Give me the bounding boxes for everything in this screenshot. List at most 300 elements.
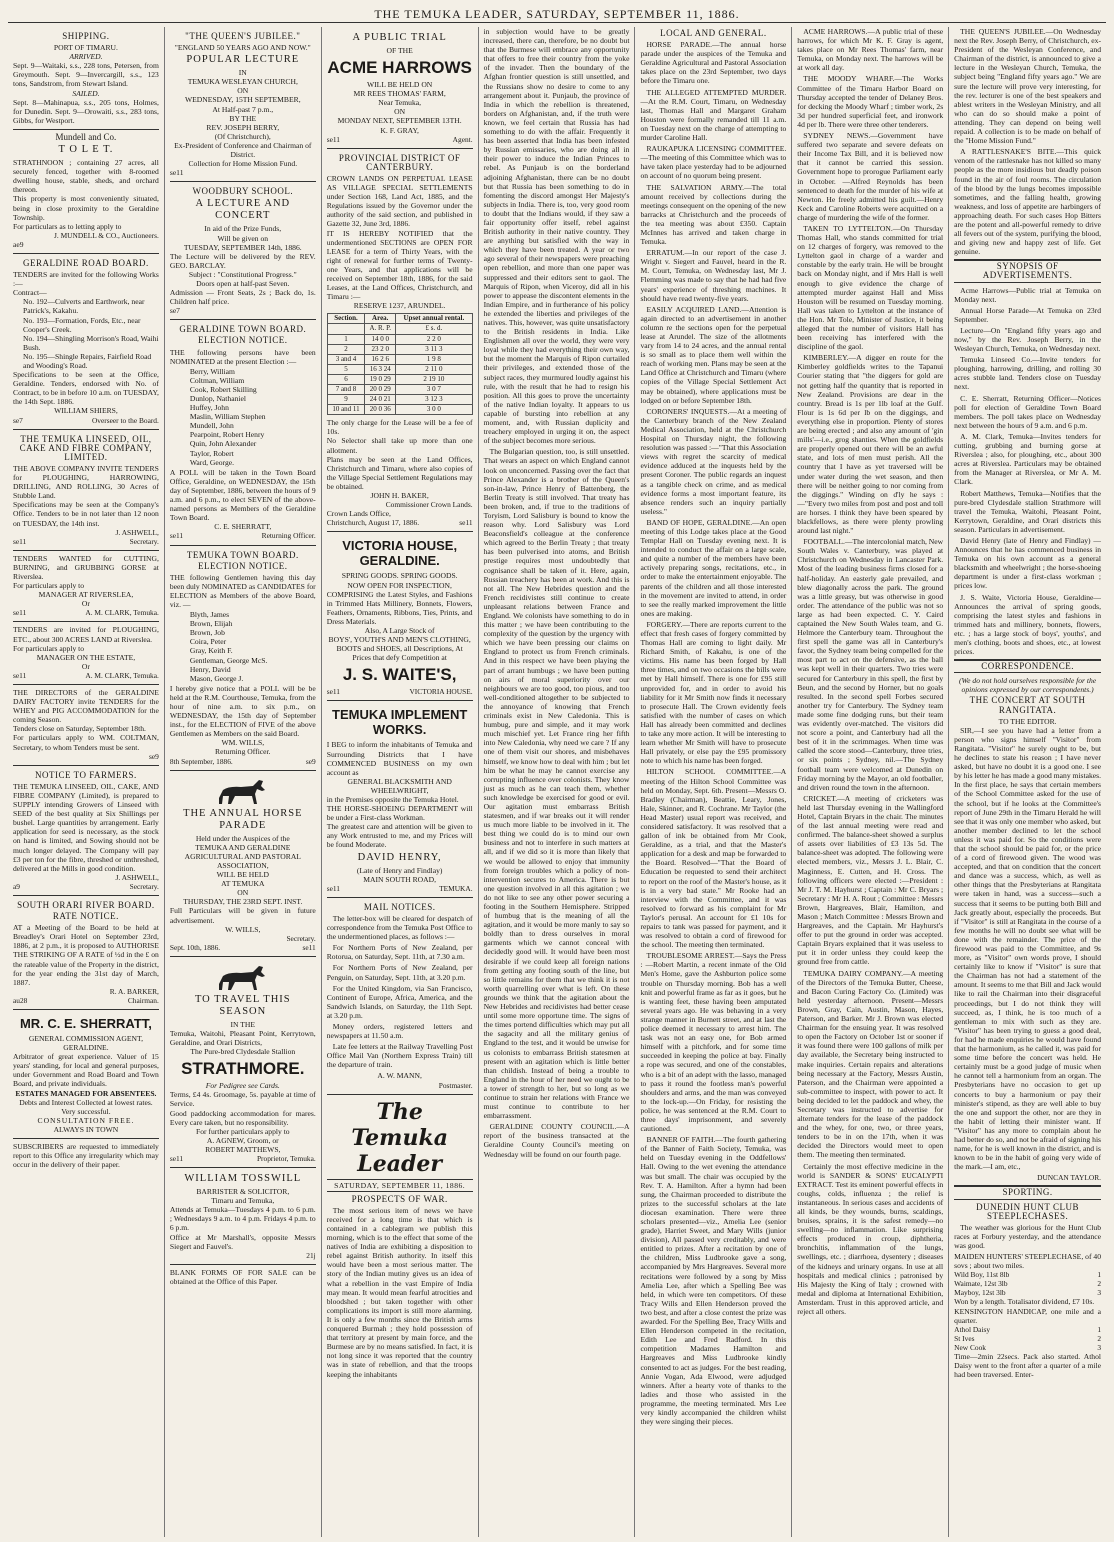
woodbury-subject: Subject : "Constitutional Progress." — [188, 269, 297, 279]
jubilee-who2: (Of Christchurch), — [214, 131, 271, 141]
mundell-body: STRATHNOON ; containing 27 acres, all securely fenced, together with 8-roomed dwelling house, stable, sheds, and orchard thereon. — [13, 158, 159, 195]
sherratt-body3: Debts and Interest Collected at lowest rates. Very successful. — [19, 1097, 153, 1116]
war-article — [327, 1195, 473, 1379]
mail-sig: A. W. MANN, — [377, 1071, 422, 1081]
sherratt-head: GENERAL COMMISSION AGENT, GERALDINE. — [28, 1034, 143, 1053]
horseparade-head: THE ANNUAL HORSE PARADE — [183, 807, 303, 831]
table-cell: 6 — [327, 374, 365, 384]
riverslea-or: Or — [81, 599, 90, 609]
masthead: THE TEMUKA LEADER, SATURDAY, SEPTEMBER 11, 1886. — [8, 6, 1106, 23]
table-cell: 20 0 29 — [365, 385, 396, 395]
subscribers-notice — [13, 1139, 159, 1173]
victoria-also: Also, A Large Stock of — [364, 625, 435, 635]
leader-title: The Temuka Leader — [351, 1098, 448, 1177]
strathmore-pure: The Pure-bred Clydesdale Stallion — [190, 1047, 296, 1057]
placing: 2 — [1097, 1333, 1102, 1343]
woodbury-sub2: Will be given on — [217, 233, 269, 243]
mail-notices — [327, 898, 473, 1095]
sherratt-cons: CONSULTATION FREE. — [37, 1115, 135, 1125]
ttb-ad — [170, 546, 316, 771]
riverslea-mgr: MANAGER AT RIVERSLEA, — [38, 590, 134, 600]
gtb-name: Pearpoint, Robert Henry — [189, 430, 265, 440]
orari-code: au28 — [13, 995, 28, 1005]
gtb-code: se11 — [169, 531, 184, 541]
table-cell: 3 12 3 — [396, 395, 472, 405]
ttb-title: TEMUKA TOWN BOARD. — [186, 549, 299, 560]
gtb-name: Ward, George. — [189, 457, 235, 467]
horse-name: Waimate, 12st 3lb — [954, 1279, 1008, 1289]
horseparade-sig2: Secretary. — [286, 933, 316, 943]
crown-code: se11 — [459, 518, 473, 528]
table-cell: 14 0 0 — [365, 334, 396, 344]
table-cell: 19 0 29 — [365, 374, 396, 384]
table-header: Section. — [327, 314, 365, 324]
table-cell: 9 — [327, 395, 365, 405]
roadboard-spec: Specifications to be seen at the Office, Geraldine. Tenders, endorsed with No. of Contract, to be in before 10 a.m. on TUESDAY, the 14th Sept. 1886. — [13, 370, 159, 407]
horseparade-code: se11 — [302, 942, 316, 952]
ttb-sig: WM. WILLS, — [221, 738, 265, 748]
local-general-title: LOCAL AND GENERAL. — [660, 28, 767, 38]
strathmore-dist: Temuka, Waitohi, Pleasant Point, Kerrytown, Geraldine, and Orari Districts, — [169, 1028, 316, 1048]
column-3 — [322, 27, 479, 1537]
ttb-name: Henry, David — [189, 664, 231, 674]
table-row — [327, 334, 472, 344]
horse-name: Athol Daisy — [954, 1324, 991, 1334]
ttb-date: 8th September, 1886. — [169, 756, 233, 766]
strathmore-ad — [170, 957, 316, 1168]
acme-will: WILL BE HELD ON — [366, 80, 433, 90]
ttb-name: Gentleman, George McS. — [189, 655, 268, 665]
sporting-head: DUNEDIN HUNT CLUB STEEPLECHASES. — [976, 1201, 1079, 1221]
mail-para: Late fee letters at the Railway Travelling Post Office Mail Van (Northern Express Train) till the departure of train. — [326, 1042, 473, 1070]
table-row — [327, 395, 472, 405]
mail-sig2: Postmaster. — [438, 1080, 473, 1090]
strathmore-terms: Terms, £4 4s. Groomage, 5s. payable at time of Service. — [169, 1090, 316, 1109]
news-para: THE SALVATION ARMY.—The total amount received by collections during the meetings consequent on the opening of the new barracks at Christchurch and the proceeds of the tea meeting was about £350. Captain McInnes has arrived and taken charge in Temuka. — [640, 182, 787, 247]
acme-code: se11 — [326, 134, 340, 144]
table-cell: 7 and 8 — [327, 385, 365, 395]
synopsis-item: David Henry (late of Henry and Findlay) —Announces that he has commenced business in Temuka on his own account as a general blacksmith and wheelwright ; the horse-shoeing department is under a first-class workman ; prices low. — [954, 535, 1102, 591]
synopsis-title: SYNOPSIS OF ADVERTISEMENTS. — [954, 259, 1101, 282]
acme-sig: K. F. GRAY, — [380, 125, 419, 135]
table-row — [327, 385, 472, 395]
roadboard-item: No. 195—Shingle Repairs, Fairfield Road and Wooding's Road. — [23, 351, 152, 370]
ttb-poll: I hereby give notice that a POLL will be be held at the R.M. Courthouse, Temuka, from the hour of nine a.m. to six p.m., on WEDNESDAY, the 15th day of September inst., for the ELECTION of FIVE of the above Gentlemen as Members on the said Board. — [169, 683, 316, 739]
victoria-open: NOW OPEN FOR INSPECTION, — [347, 580, 452, 590]
horse-illustration — [213, 776, 273, 806]
crown-nosel: No Selector shall take up more than one allotment. — [326, 436, 473, 455]
war-article-continued — [484, 27, 630, 1159]
henry-code: se11 — [326, 883, 340, 893]
farmers-sig: J. ASHWELL, — [115, 872, 159, 882]
crown-sig2: Commissioner Crown Lands. — [385, 500, 473, 510]
news-para: SYDNEY NEWS.—Government have suffered two separate and severe defeats on their Income Tax Bill, and it is believed now that it cannot be carried this session. Government hope to prorogue Parliament early in October. —Alfred Reynolds has been sentenced to death for the murder of his wife at Newton. He freely admitted his guilt.—Henry Keck and Caroline Roberts were acquitted on a charge of murdering the wife of the former. — [797, 131, 944, 222]
crown-dated: Christchurch, August 17, 1886. — [326, 518, 420, 528]
column-7 — [949, 27, 1106, 1537]
sherratt-body2: ESTATES MANAGED FOR ABSENTEES. — [15, 1088, 157, 1098]
acme-name: ACME HARROWS — [327, 58, 472, 78]
victoria-boots: BOOTS and SHOES, all Descriptions, At Prices that defy Competition at — [336, 644, 463, 663]
mail-para: For Northern Ports of New Zealand, per Penguin, on Saturday, Sept. 11th, at 3.20 p.m. — [326, 963, 473, 982]
synopsis-item: A. M. Clark, Temuka—Invites tenders for cutting, grubbing and burning gorse at Riverslea ; also, for ploughing, etc., about 300 acres at Riverslea. Particulars may be obtained from the Manager at Riverslea, or Mr A. M. Clark. — [954, 431, 1102, 487]
implement-prem: in the Premises opposite the Temuka Hotel. — [326, 795, 459, 804]
correspondence-sig: DUNCAN TAYLOR. — [1037, 1173, 1102, 1183]
table-row — [327, 405, 472, 415]
jubilee-sub: "ENGLAND 50 YEARS AGO AND NOW." — [174, 43, 311, 53]
strathmore-code: se11 — [169, 1154, 184, 1163]
implement-trade: GENERAL BLACKSMITH AND WHEELWRIGHT, — [347, 776, 452, 795]
mail-para: For the United Kingdom, via San Francisco, Continent of Europe, Africa, America, and the Sandwich Islands, on Saturday, the 11th Sept. at 3.20 p.m. — [326, 983, 473, 1020]
table-cell: A. R. P. — [365, 324, 396, 334]
jubilee-title: "THE QUEEN'S JUBILEE." — [185, 31, 301, 41]
table-cell: 2 19 10 — [396, 374, 472, 384]
woodbury-code: se7 — [169, 306, 180, 316]
ploughing-mgr: MANAGER ON THE ESTATE, — [36, 652, 136, 662]
crown-body: IT IS HEREBY NOTIFIED that the undermentioned SECTIONS are OPEN FOR LEASE for a term of Thirty Years, with the right of renewal for further terms of Twenty-one Years, and that applications will be received on September 18th, 1886, for the said Leases, at the Land Offices, Christchurch, and Timaru :— — [326, 228, 473, 302]
gtb-name: Quin, John Alexander — [189, 439, 257, 449]
horse-name: Wild Boy, 11st 8lb — [954, 1270, 1010, 1280]
acme-head: A PUBLIC TRIAL — [352, 32, 447, 43]
ttb-name: Brown, Elijah — [189, 619, 233, 629]
gtb-name: Dunlop, Nathaniel — [189, 394, 246, 403]
synopsis-item: C. E. Sherratt, Returning Officer—Notices poll for election of Geraldine Town Board members. The poll takes place on Wednesday next between the hours of 9 a.m. and 6 p.m. — [954, 393, 1102, 430]
acme-of: OF THE — [386, 46, 413, 55]
orari-ad — [13, 896, 159, 1010]
synopsis-item: Acme Harrows—Public trial at Temuka on Monday next. — [954, 285, 1102, 304]
mundell-body2: This property is most conveniently situated, being in close proximity to the Geraldine Township. — [13, 194, 159, 222]
gtb-title2: ELECTION NOTICE. — [198, 335, 288, 346]
news-para: THE MOODY WHARF.—The Works Committee of the Timaru Harbor Board on Thursday accepted the tender of Delaney Bros. for decking the Moody Wharf ; timber work, 2s 3d per hundred superficial feet, and ironwork 4d per lb. There were three other tenderers. — [797, 74, 944, 129]
ploughing-code: se11 — [13, 670, 27, 680]
orari-title: SOUTH ORARI RIVER BOARD. — [17, 899, 155, 910]
ttb-name: Brown, Job — [189, 628, 225, 638]
ttb-name: Gray, Keith F. — [189, 646, 233, 656]
woodbury-doors: Doors open at half-past Seven. — [196, 278, 290, 288]
news-para: FOOTBALL.—The intercolonial match, New South Wales v. Canterbury, was played at Christchurch on Wednesday in Lancaster Park. Most of the leading business firms closed for a half-holiday. An easterly gale prevailed, and blew diagonally across the park. The ground was a little greasy, but was otherwise in good order. The attendance of the public was not so large as had been expected. C. Y. Caird captained the New South Wales team, and G. Helmore the Canterbury team. Throughout the first spell the game was all in Canterbury's favor, the Sydney team being compelled for the most part to act on the defensive, as the ball was kept well in their quarters. Two tries were secured for Canterbury in this spell, the first by Beun, and the second by Horner, but no goals resulted. In the second spell Forbes secured another try for Canterbury. The Sydney team made some fine dodging runs, but their team was evidently over-matched. The visitors did not score a point, and Canterbury had all the best of it in the scrimmages. When time was called the score stood—Canterbury, three tries, or six points ; Sydney, nil.—The Sydney football team were welcomed at Dunedin on Friday morning by the Mayor, an old footballer, and driven round the town in the afternoon. — [797, 537, 944, 792]
news-para: RAUKAPUKA LICENSING COMMITTEE.—The meeting of this Committee which was to have taken place yesterday had to be adjourned on account of no quorum being present. — [640, 144, 787, 181]
tosswill-ad — [170, 1168, 316, 1265]
victoria-sig: J. S. WAITE'S, — [342, 665, 457, 685]
gtb-sig: C. E. SHERRATT, — [214, 522, 272, 532]
victoria-sig2: VICTORIA HOUSE. — [409, 687, 473, 697]
strathmore-ped: For Pedigree see Cards. — [205, 1081, 280, 1091]
gtb-title: GERALDINE TOWN BOARD. — [179, 324, 307, 335]
mundell-head: T O L E T. — [58, 144, 114, 156]
column-5 — [635, 27, 792, 1537]
strathmore-head: TO TRAVEL THIS SEASON — [194, 993, 291, 1017]
mail-para: The letter-box will be cleared for despatch of correspondence from the Temuka Post Office to the undermentioned places, as follows :— — [326, 913, 473, 942]
woodbury-date: TUESDAY, SEPTEMBER 14th, 1886. — [183, 242, 302, 252]
table-cell — [327, 324, 365, 334]
shipping-sailings: Sept. 8—Mahinapua, s.s., 205 tons, Holmes, for Dunedin. Sept. 9—Orowaiti, s.s., 283 tons, Gibbs, for Westport. — [13, 97, 159, 125]
shipping-arrivals: Sept. 9—Waitaki, s.s., 228 tons, Petersen, from Greymouth. Sept. 9—Invercargill, s.s., 123 tons, Sandstrom, from Stewart Island. — [13, 61, 159, 89]
woodbury-body: The Lecture will be delivered by the REV. GEO. BARCLAY. — [169, 251, 316, 270]
mail-title: MAIL NOTICES. — [363, 901, 436, 912]
farmers-body: THE TEMUKA LINSEED, OIL, CAKE, AND FIBRE COMPANY (Limited), is prepared to SUPPLY intending Growers of Linseed with SEED of the best quality at Six Shillings per bushel. Large quantities by arrangement. Early application for seed is necessary, as the stock on hand is limited, and Sowing should not be much longer delayed. The Company will pay £3 per ton for the fibre, threshed or unthreshed, delivered at the Mills in good condition. — [13, 781, 159, 873]
ttb-body: THE following Gentlemen having this day been duly NOMINATED as CANDIDATES for ELECTION as Members of the above Board, viz. — — [169, 572, 316, 609]
table-row — [327, 344, 472, 354]
race1-note: Won by a length. Totalisator dividend, £7 10s. — [954, 1297, 1095, 1307]
jubilee-by: BY THE — [229, 113, 257, 123]
news-para: FORGERY.—There are reports current to the effect that fresh cases of forgery committed by Thomas Hall are coming to light daily. Mr Richard Smith, of Kakahu, is one of the victims. His name has been forged by Hall three times, and on two occasions the bills were met by Hall himself. There is one for £95 still unprovided for, and in order to avoid his liability for it Mr Smith now finds it necessary to prosecute Hall. The Crown evidently feels satisfied with the number of cases on which Hall has already been committed and declines to take any more action. It will be interesting to learn whether Mr Smith will have to prosecute Hall privately, or else pay the £95 promissory note to which his name has been forged. — [640, 619, 787, 766]
ttb-name: Blyth, James — [189, 610, 230, 620]
riverslea-sig: A. M. CLARK, Temuka. — [85, 608, 159, 618]
race-result — [954, 1288, 1101, 1297]
stallion-illustration — [213, 962, 273, 992]
horseparade-sig: W. WILLS, — [225, 924, 261, 934]
roadboard-ad — [13, 254, 159, 430]
orari-title2: RATE NOTICE. — [52, 911, 119, 922]
synopsis-list — [954, 286, 1101, 657]
tosswill-body: Attends at Temuka—Tuesdays 4 p.m. to 6 p.m. ; Wednesdays 9 a.m. to 4 p.m. Fridays 4 p.m. to 6 p.m. — [169, 1205, 316, 1233]
shipping-title: SHIPPING. — [62, 31, 110, 41]
gtb-sig2: Returning Officer. — [261, 531, 316, 541]
table-header: Area. — [365, 314, 396, 324]
orari-body: AT a Meeting of the Board to be held at Breadley's Orari Hotel on September 23rd, 1886, at 2 p.m., it is proposed to AUTHORISE THE STRIKING OF A RATE of ½d in the £ on the rateable value of the Property in the district, for the year ending the 31st day of March, 1887. — [13, 923, 159, 987]
farmers-code: a9 — [13, 881, 20, 891]
gtb-body: THE following persons have been NOMINATED at the present Election :— — [169, 347, 316, 366]
placing: 2 — [1097, 1279, 1102, 1289]
blank-forms-body: BLANK FORMS OF FOR SALE can be obtained at the Office of this Paper. — [169, 1267, 316, 1286]
table-cell: 1 9 8 — [396, 354, 472, 364]
jubilee-in: IN — [238, 68, 247, 78]
table-cell: 2 — [327, 344, 365, 354]
jubilee-time: At Half-past 7 p.m., — [212, 104, 274, 114]
synopsis-item: Temuka Linseed Co.—Invite tenders for ploughing, harrowing, drilling, and rolling 30 acres stubble land. Tenders close on Tuesday next. — [954, 355, 1102, 392]
roadboard-item: No. 194—Shingling Morrison's Road, Waihi Bush. — [23, 333, 159, 352]
table-cell: 3 0 7 — [396, 385, 472, 395]
race-result — [954, 1279, 1101, 1288]
ttb-sig2: Returning Officer. — [215, 747, 271, 757]
jubilee-head: POPULAR LECTURE — [186, 54, 300, 66]
table-cell: 24 0 21 — [365, 395, 396, 405]
farmers-title: NOTICE TO FARMERS. — [35, 769, 137, 780]
dairy-body2: Tenders close on Saturday, September 18th. — [13, 724, 146, 734]
roadboard-items — [13, 297, 159, 370]
roadboard-contract: Contract— — [13, 288, 47, 298]
victoria-code: se11 — [326, 687, 340, 697]
linseed-title: THE TEMUKA LINSEED, OIL, CAKE AND FIBRE COMPANY, LIMITED. — [19, 433, 153, 462]
linseed-sig: J. ASHWELL, — [115, 527, 159, 537]
strathmore-name: STRATHMORE. — [181, 1059, 305, 1079]
crown-reserve: RESERVE 1237, ARUNDEL. — [353, 301, 446, 311]
ttb-code: se9 — [305, 756, 316, 766]
ttb-names — [190, 610, 316, 683]
acme-ad — [327, 27, 473, 149]
table-units-row — [327, 324, 472, 334]
jubilee-who: REV. JOSEPH BERRY, — [206, 122, 280, 132]
table-row — [327, 364, 472, 374]
placing: 1 — [1097, 1270, 1102, 1280]
jubilee-date: WEDNESDAY, 15TH SEPTEMBER, — [184, 95, 301, 105]
riverslea-ad — [13, 551, 159, 623]
woodbury-ad — [170, 182, 316, 320]
race-result — [954, 1334, 1101, 1343]
table-header-row — [327, 314, 472, 324]
leader-nameplate — [327, 1099, 473, 1192]
correspondence-title: CORRESPONDENCE. — [954, 659, 1101, 673]
gtb-name: Coltman, William — [189, 375, 245, 385]
horseparade-body: Held under the Auspices of the — [195, 833, 290, 843]
acme-place: MR REES THOMAS' FARM, — [353, 89, 446, 99]
gtb-names — [190, 367, 316, 467]
tosswill-sub: Timaru and Temuka, — [211, 1196, 275, 1206]
strathmore-parts: For further particulars apply to — [195, 1126, 290, 1136]
victoria-boys: BOYS', YOUTH'S AND MEN'S CLOTHING, — [328, 635, 471, 645]
mundell-sig: J. MUNDELL & CO., Auctioneers. — [54, 230, 159, 240]
mundell-body3: For particulars as to letting apply to — [13, 221, 122, 231]
gtb-name: Mundell, John — [189, 421, 234, 431]
jubilee-place: TEMUKA WESLEYAN CHURCH, — [187, 77, 298, 87]
linseed-body2: Specifications may be seen at the Company's Office. Tenders to be in not later than 12 noon on TUESDAY, the 14th inst. — [13, 500, 159, 528]
mundell-name: Mundell and Co. — [55, 131, 117, 142]
strathmore-owner: ROBERT MATTHEWS, — [205, 1144, 281, 1154]
crown-sig: JOHN H. BAKER, — [370, 491, 429, 501]
table-cell: 3 0 0 — [396, 405, 472, 415]
local-general-end — [954, 27, 1101, 256]
news-para: TAKEN TO LYTTELTON.—On Thursday Thomas Hall, who stands committed for trial on 12 charges of forgery, was removed to the Lyttelton gaol in charge of a warder and constable by the early train. He will be brought back on Monday night, and if Mrs Hall is well enough to give evidence the charge of attempted murder against Hall and Miss Houston will be resumed on Tuesday morning. Hall was taken to Lyttelton at the instance of the Hon. Mr Tole, Minister of Justice, it being alleged that the number of visitors Hall has been receiving has interfered with the discipline of the gaol. — [797, 223, 944, 352]
dairy-ad — [13, 685, 159, 766]
strathmore-in: IN THE — [230, 1019, 256, 1029]
table-cell: 3 and 4 — [327, 354, 365, 364]
war-para: in subjection would have to be greatly increased, there can, therefore, be no doubt but that the Burmese will embrace any opportunity that offers to free their country from the yoke of the invader. Then the boundary of the Afghan frontier question is still unsettled, and the Russians show no desire to come to any arrangement about it. Punjaub, the province of India in which the rebellion is threatened, borders on Afghanistan, and, if the truth were known, we feel certain that Russia has had something to do with the affair. Frequently it has been asserted that India has been infested by Russian emissaries, who are doing all in their power to induce the Indian Princes to rebel. As Punjaub is on the borderland adjoining Afghanistan, there can be no doubt but that Russia has been something to do in fomenting the discord amongst Her Majesty's subjects in India. There is, too, very good room to doubt that the Indians would, if they saw a fair opportunity offer itself, rebel against British authority in their native country. They are anything but satisfied with the way in which they have been treated. A year or two ago several of their newspapers were preaching open rebellion, and more than one paper was suppressed and their editors sent to gaol. The Marquis of Ripon, when Viceroy, did all in his power to appease the discontent elements in the Indian Empire, and in furtherance of his policy he extended the liberties and privileges of the natives. This, however, was quite unsatisfactory to the British residents in India. Like Englishmen all over the world, they were very loyal while they had everything their own way, but the moment the Marquis of Ripon curtailed their privileges, and extended those of the subject races, they murmured loudly against his rule, with the result that he had to resign his position. All this goes to prove the uncertainty of the native Indian loyalty. It appears to us capable of bursting into rebellion at any moment, and, with Russian duplicity and treachery employed in urging it on, the aspect of the subject becomes more serious. — [483, 27, 630, 446]
table-cell: 23 2 0 — [365, 344, 396, 354]
race-result — [954, 1270, 1101, 1279]
jubilee-who3: Ex-President of Conference and Chairman of District. — [174, 140, 312, 160]
dairy-body: THE DIRECTORS of the GERALDINE DAIRY FACTORY invite TENDERS for the WHEY and PIG ACCOMMODATION for the coming Season. — [13, 688, 159, 725]
riverslea-code: se11 — [13, 608, 27, 618]
horse-name: St Ives — [954, 1333, 975, 1343]
jubilee-on: ON — [237, 86, 249, 96]
horse-name: Mayboy, 12st 3lb — [954, 1288, 1006, 1298]
jubilee-code: se11 — [169, 168, 184, 178]
victoria-name: VICTORIA HOUSE, GERALDINE. — [342, 538, 458, 569]
table-cell: 16 2 6 — [365, 354, 396, 364]
mundell-code: ae9 — [13, 239, 24, 249]
race1-title: MAIDEN HUNTERS' STEEPLECHASE, of 40 sovs ; about two miles. — [954, 1252, 1102, 1271]
victoria-body: COMPRISING the Latest Styles, and Fashions in Trimmed Hats Millinery, Bonnets, Flowers, Feathers, Ornaments, Ribbons, Ties, Prints, and Dress Materials. — [326, 589, 473, 626]
table-cell: 2 11 0 — [396, 364, 472, 374]
synopsis-item: J. S. Waite, Victoria House, Geraldine—Announces the arrival of spring goods, comprising the latest styles and fashions in trimmed hats and millinery, bonnets, flowers, etc. ; has a large stock of boys', youths', and men's clothing, boots and shoes, etc., at lowest prices. — [954, 592, 1102, 657]
table-header: Upset annual rental. — [396, 314, 472, 324]
news-para: HILTON SCHOOL COMMITTEE.—A meeting of the Hilton School Committee was held on Monday, Sept. 6th. Present—Messrs O. Bradley (Chairman), Beattie, Leary, Jones, Hale, Skinner, and R. Cochrane. Mr Taylor (the Head Master) usual report was received, and considered satisfactory. It was resolved that a gallon of ink be obtained from Mr Cook, Geraldine, as a trial, and that the Master's application for a desk and map be forwarded to the Board. Resolved—"That the Board of Education be requested to send their architect to report on the roof of the Master's house, as it is in a very bad state." Mr Rooke had an interview with the Committee, and it was resolved to forward as his complaint for Mr Taylor's perusal. An account for £1 10s for repairs to tank was passed for payment, and it was resolved to obtain a cord of firewood for the school. The meeting then terminated. — [640, 767, 787, 950]
correspondence-head: THE CONCERT AT SOUTH RANGITATA. — [969, 695, 1086, 715]
war-para: The Bulgarian question, too, is still unsettled. That wears an aspect on which England cannot look on unconcerned. Passing over the fact that Prince Alexander is a brother of the Queen's son-in-law, Prince Henry of Battenberg, the Berlin Treaty is still involved. That treaty has been broken, and, if true to the traditions of Toryism, Lord Salisbury is bound to know the reason why. Lord Salisbury was Lord Beaconsfield's colleague at the conference which agreed to the Berlin Treaty ; that treaty has been pulverised into atoms, and British prestige requires most undoubtedly that cognisance shall be taken of it. Here, again, Russian treachery has been at work. And this is not all. The New Hebrides question and the French recidivistes still continue to create unpleasant relations between France and England. We colonists have something to do in this matter ; we have been contributing to the complexity of the question by the urgency with which we have been pressing our claims on England to protect us from French criminals. And in this respect we have been playing the part of arrant humbugs ; we have been putting on airs of moral superiority over our neighbours we are too good, too pious, and too well-conditioned altogether to be subjected to the annoyance of knowing that French criminals exist in New Caledonia. This is humbug, pure and simple, and it may work much mischief yet. Let France ring her fifth into New Caledonia, why need we care ? If any one of them visit our shores, and misbehaves himself, we know how to deal with him ; but let him be what he may he cannot exercise any corrupting influence over colonists. They know just as much as he can teach them, whether such knowledge be exercised for good or evil. Our agitation must embarrass British statesmen, and if war breaks out it will render us much more liable to be involved in it. The best thing we could do is to mind our own business and not to interfere in such matters at all, and if we did so it is more than likely that we would be allowed to enjoy that immunity from foreign troubles which a policy of non-intervention secures to America. There is but one question involved in all this agitation ; we do not like to see any other power securing a footing in the Southern Hemisphere. Stripped of humbug that is the meaning of all the agitation, and it would be more manly to say so boldly than to dress ourselves in moral garments which we cannot conceal with decidedly good will. It would have been most desirable if we could keep all foreign nations from getting any footing south of the line, but so little remains for them that we think it is not worth quarrelling over what is left. On these grounds we think that the agitation about the New Hebrides and recidivistes had better cease until some more opportune time. The signs of the times portend difficulties which may put all the sagacity and all the military genius of England to the test, and it would be unwise for us colonists to embarrass British statesmen at present with an agitation which is little better than childish. Instead of being a trouble to England in the hour of her need we ought to be a tower of strength to her, but so long as we continue to strain her relations with France we must continue to contribute to her embarrassment. — [483, 447, 630, 1121]
sherratt-body: Arbitrator of great experience. Valuer of 15 years' standing, for local and general purposes, under Government and Road Board and Town Board, and private individuals. — [13, 1052, 159, 1089]
columns — [8, 27, 1106, 1537]
sporting-title: SPORTING. — [954, 1185, 1101, 1199]
table-row — [327, 354, 472, 364]
tosswill-name: WILLIAM TOSSWILL — [184, 1173, 302, 1185]
mail-para: For Northern Ports of New Zealand, per Rotorua, on Saturday, Sept. 11th, at 7.30 a.m. — [326, 943, 473, 962]
race-result — [954, 1343, 1101, 1352]
table-cell: 16 3 24 — [365, 364, 396, 374]
news-para: Certainly the most effective medicine in the world is SANDER & SONS' EUCALYPTI EXTRACT. Test its eminent powerful effects in coughs, colds, influenza ; the relief is instantaneous. In serious cases and accidents of all kinds, be they wounds, burns, scaldings, bruises, sprains, it is the safest remedy—no swelling—no inflammation. Like surprising effects produced in croup, diphtheria, bronchitis, inflammation of the lungs, swellings, etc. ; diarrhoea, dysentery ; diseases of the kidneys and urinary organs. In use at all hospitals and medical clinics ; patronised by His Majesty the King of Italy ; crowned with medal and diploma at International Exhibition, Amsterdam. Trust in this approved article, and reject all others. — [797, 1161, 944, 1317]
war-para: The most serious item of news we have received for a long time is that which is contained in a cablegram we publish this morning, which is to the effect that some of the natives of India are exhibiting a disposition to rebel against British authority. In itself this would have been a most serious matter. The story of the Indian mutiny gives us an idea of what a rebellion in the vast Empire of India may mean. It would mean fearful atrocities and bloodshed ; but taken together with other complications its import is still more alarming. It is only a few months since the British arms conquered Burmah ; they hold possession of that territory at present by main force, and the Burmese are by no means satisfied. In fact, it is not long since it was reported that the country was in state of rebellion, and that the troops keeping the inhabitants — [326, 1205, 473, 1379]
race2-note: Time—2min 22secs. Pack also started. Athol Daisy went to the front after a quarter of a mile had been traversed. Enter- — [954, 1352, 1102, 1380]
roadboard-sig2: Overseer to the Board. — [91, 415, 159, 425]
implement-shoe: THE HORSE-SHOEING DEPARTMENT will be under a First-class Workman. — [326, 804, 473, 823]
county-council-para: GERALDINE COUNTY COUNCIL.—A report of the business transacted at the Geraldine County Council's meeting on Wednesday will be found on our fourth page. — [483, 1122, 630, 1159]
sporting-body: The weather was glorious for the Hunt Club races at Forbury yesterday, and the attendance was good. — [954, 1222, 1102, 1250]
gtb-name: Huffey, John — [189, 403, 229, 413]
table-cell: 2 2 0 — [396, 334, 472, 344]
table-row — [327, 374, 472, 384]
horse-icon — [213, 776, 273, 806]
gtb-name: Berry, William — [189, 366, 235, 376]
gtb-poll: A POLL will be taken in the Town Board Office, Geraldine, on WEDNESDAY, the 15th day of September, 1886, between the hours of 9 a.m. and 6 p.m., to elect SEVEN of the above-named persons as Members of the Geraldine Town Board. — [169, 467, 316, 523]
subscribers-body: SUBSCRIBERS are requested to immediately report to this Office any irregularity which may occur in the delivery of their paper. — [13, 1142, 159, 1170]
news-para: TROUBLESOME ARREST.—Says the Press : —Robert Martin, a recent inmate of the Old Men's Home, gave the Ashburton police some trouble on Thursday morning. Bob has a well knit and powerful frame as far as it goes, but he is wanting feet, these having been amputated several years ago. He was behaving in a very strange manner in Burnett street, and at last the police deemed it necessary to arrest him. The task was not an easy one, for Bob armed himself with a pitchfork, and for some time succeeded in keeping the police at bay. Finally a rope was secured, and one of the constables, who is a bit of an adept with the lasso, managed to pass it round the footless man's powerful shoulders and arms, and the man was conveyed to the lock-up.—On Friday, for resisting the police, he was sentenced at the R.M. Court to three days' imprisonment, and severely cautioned. — [640, 951, 787, 1134]
ploughing-body2: For particulars apply to — [13, 643, 85, 653]
race2-title: KENSINGTON HANDICAP, one mile and a quarter. — [954, 1306, 1102, 1325]
ttb-title2: ELECTION NOTICE. — [198, 560, 288, 571]
synopsis-item: Robert Matthews, Temuka—Notifies that the pure-bred Clydesdale stallion Strathmore will travel the Temuka, Waitohi, Pleasant Point, Kerrytown, Geraldine, and Orari districts this season. Particulars in advertisement. — [954, 488, 1102, 534]
column-1 — [8, 27, 165, 1537]
table-cell: 5 — [327, 364, 365, 374]
local-general-body — [640, 40, 786, 1426]
horseparade-assoc: TEMUKA AND GERALDINE AGRICULTURAL AND PASTORAL ASSOCIATION, — [184, 842, 301, 870]
woodbury-head: A LECTURE AND CONCERT — [195, 198, 291, 222]
war-title: PROSPECTS OF WAR. — [351, 1193, 448, 1204]
ploughing-ad — [13, 622, 159, 685]
gtb-ad — [170, 320, 316, 545]
shipping-arrived-label: ARRIVED. — [69, 52, 103, 62]
news-para: ERRATUM.—In our report of the case J. Wright v. Siegert and Fauvel, heard in the R. M. Court, Temuka, on Wednesday last, Mr J. Flemming was made to say that he had had five years' experience of threshing machines. It should have read twenty-five years. — [640, 248, 787, 303]
placing: 3 — [1097, 1342, 1102, 1352]
crown-plans: Plans may be seen at the Land Offices, Christchurch and Timaru, where also copies of the Village Special Settlement Regulations may be obtained. — [326, 454, 473, 491]
henry-town: TEMUKA. — [439, 883, 473, 893]
victoria-sub: SPRING GOODS. SPRING GOODS. — [341, 571, 458, 581]
crown-title: PROVINCIAL DISTRICT OF CANTERBURY. — [338, 152, 461, 172]
linseed-code: se11 — [13, 536, 27, 546]
ploughing-or: Or — [81, 661, 90, 671]
crown-lands-ad — [327, 149, 473, 533]
table-cell: 10 and 11 — [327, 405, 365, 415]
sherratt-always: ALWAYS IN TOWN — [53, 1124, 119, 1134]
local-general-continued — [797, 27, 943, 1316]
news-para: TEMUKA DAIRY COMPANY.—A meeting of the Directors of the Temuka Butter, Cheese, and Bacon Curing Factory Co. (Limited) was held yesterday afternoon. Present—Messrs Brown, Gray, Cain, Austin, Mason, Hayes, Paterson, and Barker. Mr J. Brown was elected Chairman for the ensuing year. It was resolved to open the Factory on October 1st or sooner if it was found there were 100 gallons of milk per day available, the Secretary being instructed to make inquiries. Certain repairs and alterations being necessary at the Factory, Messrs Austin, Paterson, and the Chairman were appointed a sub-committee to inspect, with power to act. It being decided to let the paddock and whey, the Secretary was instructed to advertise for alternate tenders for the lease of the paddock and the whey, for one, two, or three years, tenders to be in on the 17th, when it was decided the Directors would meet to open them. The meeting then terminated. — [797, 968, 944, 1160]
tosswill-office: Office at Mr Marshall's, opposite Messrs Siegert and Fauvel's. — [169, 1232, 316, 1251]
orari-sig2: Chairman. — [127, 995, 159, 1005]
column-2 — [165, 27, 322, 1537]
roadboard-intro: TENDERS are invited for the following Works :— — [13, 270, 159, 289]
crown-head: CROWN LANDS ON PERPETUAL LEASE AS VILLAGE SPECIAL SETTLEMENTS under Section 168, Land Act, 1885, and the Regulations issued by the Governor under the authority of the said section, and published in Gazette 32, June 3rd, 1886. — [326, 173, 473, 229]
tosswill-code: 21j — [306, 1250, 316, 1260]
news-para: CRICKET.—A meeting of cricketers was held last Thursday evening in the Wallingford Hotel, Captain Bryars in the chair. The minutes of the last annual meeting were read and confirmed. The balance-sheet showed a surplus of assets over liabilities of £3 13s 5d. The balance-sheet was adopted. The following were elected members, viz., Messrs J. L. Blair, C. Maginness, E. Cutten, and H. Cross. The following officers were elected :—President : Mr J. T. M. Hayhurst ; Captain : Mr C. Bryars ; Secretary : Mr H. A. Rout ; Committee : Messrs Brown, Hargreaves, Blair, Hamilton, and Mason ; Match Committee : Messrs Brown and Hargreaves, and the Captain. Mr Hayhurst's offer to put the ground in order was accepted. Captain Bryars explained that it was useless to put it in order unless they could keep the ground free from cattle. — [797, 793, 944, 967]
horseparade-ad — [170, 771, 316, 957]
acme-date: MONDAY NEXT, SEPTEMBER 13TH. — [337, 116, 462, 126]
news-para: EASILY ACQUIRED LAND.—Attention is again directed to an advertisement in another column re the sections open for the perpetual lease at Arundel. The size of the allotments vary from 14 to 24 acres, and the annual rental is so small as to place them well within the reach of working men. Plans may be seen at the Land Office at Christchurch and Timaru (where copies of the Village Special Settlement Act may be obtained), where applications must be lodged on or before September 18th. — [640, 304, 787, 405]
shipping-port: PORT OF TIMARU. — [53, 43, 118, 53]
tosswill-head: BARRISTER & SOLICITOR, — [196, 1187, 290, 1197]
riverslea-body: TENDERS WANTED for CUTTING, BURNING, and GRUBBING GORSE at Riverslea. — [13, 553, 159, 581]
leader-date: SATURDAY, SEPTEMBER 11, 1886. — [327, 1179, 473, 1192]
horseparade-dated: Sept. 10th, 1886. — [169, 942, 221, 952]
horseparade-date: THURSDAY, THE 23RD SEPT. INST. — [183, 897, 303, 907]
orari-sig: R. A. BARKER, — [109, 986, 159, 996]
henry-street: MAIN SOUTH ROAD, — [363, 874, 437, 884]
roadboard-item: No. 193—Formation, Fords, Etc., near Cooper's Creek. — [23, 315, 141, 334]
crown-rent-table — [327, 313, 473, 415]
henry-name: DAVID HENRY, — [357, 851, 442, 863]
news-para: HORSE PARADE.—The annual horse parade under the auspices of the Temuka and Geraldine Agricultural and Pastoral Association takes place on the 23rd September, two days before the Timaru one. — [640, 40, 787, 86]
synopsis-item: Lecture—On "England fifty years ago and now," by the Rev. Joseph Berry, in the Wesleyan Church, Temuka, on Wednesday next. — [954, 325, 1102, 354]
dairy-body3: For particulars apply to WM. COLTMAN, Secretary, to whom Tenders must be sent. — [13, 733, 159, 752]
gtb-name: Taylor, Robert — [189, 448, 234, 458]
woodbury-title: WOODBURY SCHOOL. — [192, 186, 294, 197]
correspondence-note: (We do not hold ourselves responsible for the opinions expressed by our correspondents.) — [959, 676, 1097, 695]
